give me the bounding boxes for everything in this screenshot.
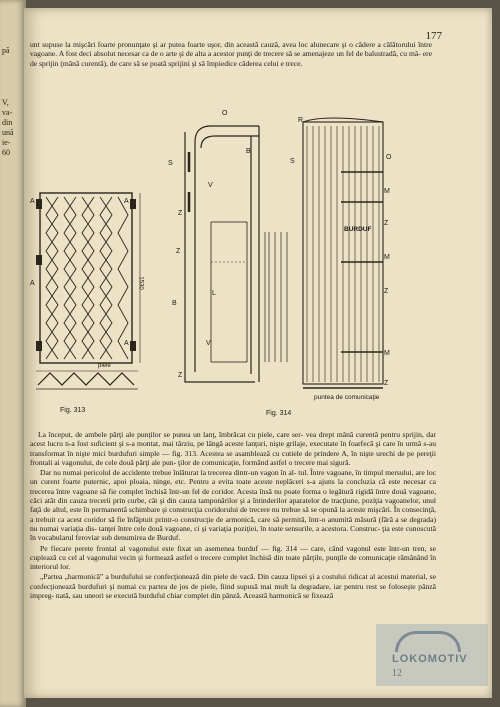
fig314-label-b: B <box>246 148 251 155</box>
fig313-label-piele: piele <box>98 363 111 369</box>
fig314-label-puntea: puntea de comunicaţie <box>314 394 380 401</box>
body-paragraph: La început, de ambele părţi ale punţilor se punea un lanţ, îmbrăcat cu piele, care ser- vea drept mână curentă pentru sprijin, dar acest lucru n-a fost suficient şi s-a montat, mai târziu, pe lângă aceste lanţuri, nişte grilaje, executate în foarfecă şi care în urmă s-au transformat în nişte mici burdufuri simple — fig. 313. Acestea se asamblează cu cutiele de prindere A, în nişte urechi de pe pereţii frontali ai vagonului, de cele două părţi ale pun- ţilor de comunicaţie, formând astfel o trecere mai sigură. <box>30 430 436 467</box>
fig313-label-a: A <box>124 198 129 205</box>
fig314-label-v: V <box>208 182 213 189</box>
fig314-label-s: S <box>168 160 173 167</box>
fig314-label-z: Z <box>384 288 389 295</box>
figure-314-drawing <box>165 112 390 402</box>
fig313-caption: Fig. 313 <box>60 407 86 414</box>
fig314-label-b: B <box>172 300 177 307</box>
fig314-label-s: S <box>290 158 295 165</box>
body-paragraph: Dar nu numai pericolul de accidente trebue înlăturat la trecerea dintr-un vagon în al- tul. Între vagoane, în timpul mersului, are loc un curent foarte puternic, apoi ploaia, ninge, etc. Pentru a evita toate aceste neplăceri s-a ajuns la concluzia că este necesar ca trecerea între vagoane să fie complet închisă într-un fel de coridor. Acesta însă nu poate forma o legătură rigidă între două vagoane, căci atât din cauza trecerii prin curbe, cât şi din cauza tamponărilor şi a întinderilor aparatelor de tracţiune, poziţia vagoanelor, unul faţă de altul, este în permanentă schimbare şi construcţia coridorului de trecere nu trebue să se opună la aceste mişcări. În consecinţă, a trebuit ca acest coridor să fie înfăptuit printr-o construcţie de armonică, care să permită, într-o anumită măsură (fără a se degrada) nu numai variaţia dis- tanţei între cele două vagoane, ci şi variaţia poziţiei, în toate sensurile, a acestora. Construc- ţia este cunoscută în vocabularul feroviar sub denumirea de Burduf. <box>30 468 436 543</box>
fig314-caption: Fig. 314 <box>266 410 292 417</box>
fig313-label-a: A <box>30 198 35 205</box>
fig314-label-z: Z <box>178 372 183 379</box>
fig313-label-a: A <box>30 280 35 287</box>
top-paragraph: unt supuse la mişcări foarte pronunţate şi ar putea foarte uşor, din această cauză, avea loc alunecare şi o cădere a călătorului între vagoane. A fost deci absolut necesar ca de o arte şi de alta a acestor punţi de trecere să se amenajeze un fel de balustradă, cu mâ- ere de sprijin (mână curentă), de care să se poată sprijini şi să împiedice căderea celui e trece. <box>30 40 432 68</box>
fig314-label-burduf: BURDUF <box>344 226 372 233</box>
fig313-dimension: 1530 <box>137 276 144 290</box>
body-paragraph: „Partea „harmonică” a burdufului se confecţionează din piele de vacă. Din cauza lipsei şi a costului ridicat al acestui material, se confecţionează burdufuri şi numai cu partea de jos de piele, fiind supusă mai mult la degradare, iar pentru rest se folosește pânză impreg- nată, sau uneori se execută burduful chiar complet din pânză. Această harmonică se fixează <box>30 572 436 601</box>
fig314-label-v: V <box>206 340 211 347</box>
fig314-label-r: R <box>298 117 304 124</box>
fig314-label-z: Z <box>178 210 183 217</box>
body-paragraph: Pe fiecare perete frontal al vagonului este fixat un asemenea burduf — fig. 314 — care, când vagonul este într-un tren, se cuplează cu cel al vagonului vecin şi formează astfel o trecere complet închisă din toate părţile, punţile de comunicaţie rămânând în interiorul lor. <box>30 543 436 572</box>
fig314-label-o: O <box>222 110 228 117</box>
fig314-label-z: Z <box>384 380 389 387</box>
body-text <box>30 430 436 601</box>
edge-text: 60 <box>2 148 10 157</box>
fig314-label-l: L <box>212 290 216 297</box>
edge-text: va- <box>2 108 13 117</box>
previous-page-edge <box>0 0 26 707</box>
fig314-label-m: M <box>384 254 390 261</box>
fig313-label-a: A <box>124 340 129 347</box>
watermark-text: LOKOMOTIV <box>392 653 468 665</box>
edge-text: din <box>2 118 13 127</box>
fig314-label-z: Z <box>176 248 181 255</box>
page-number: 177 <box>425 30 442 42</box>
edge-text: ie- <box>2 138 11 147</box>
fig314-label-m: M <box>384 188 390 195</box>
fig314-label-o: O <box>386 154 392 161</box>
edge-text: V, <box>2 98 9 107</box>
watermark-arch-icon <box>395 631 461 652</box>
figure-313-drawing <box>28 185 148 420</box>
fig314-label-m: M <box>384 350 390 357</box>
edge-text: pă <box>2 46 10 55</box>
fig314-label-z: Z <box>384 220 389 227</box>
edge-text: ună <box>2 128 14 137</box>
